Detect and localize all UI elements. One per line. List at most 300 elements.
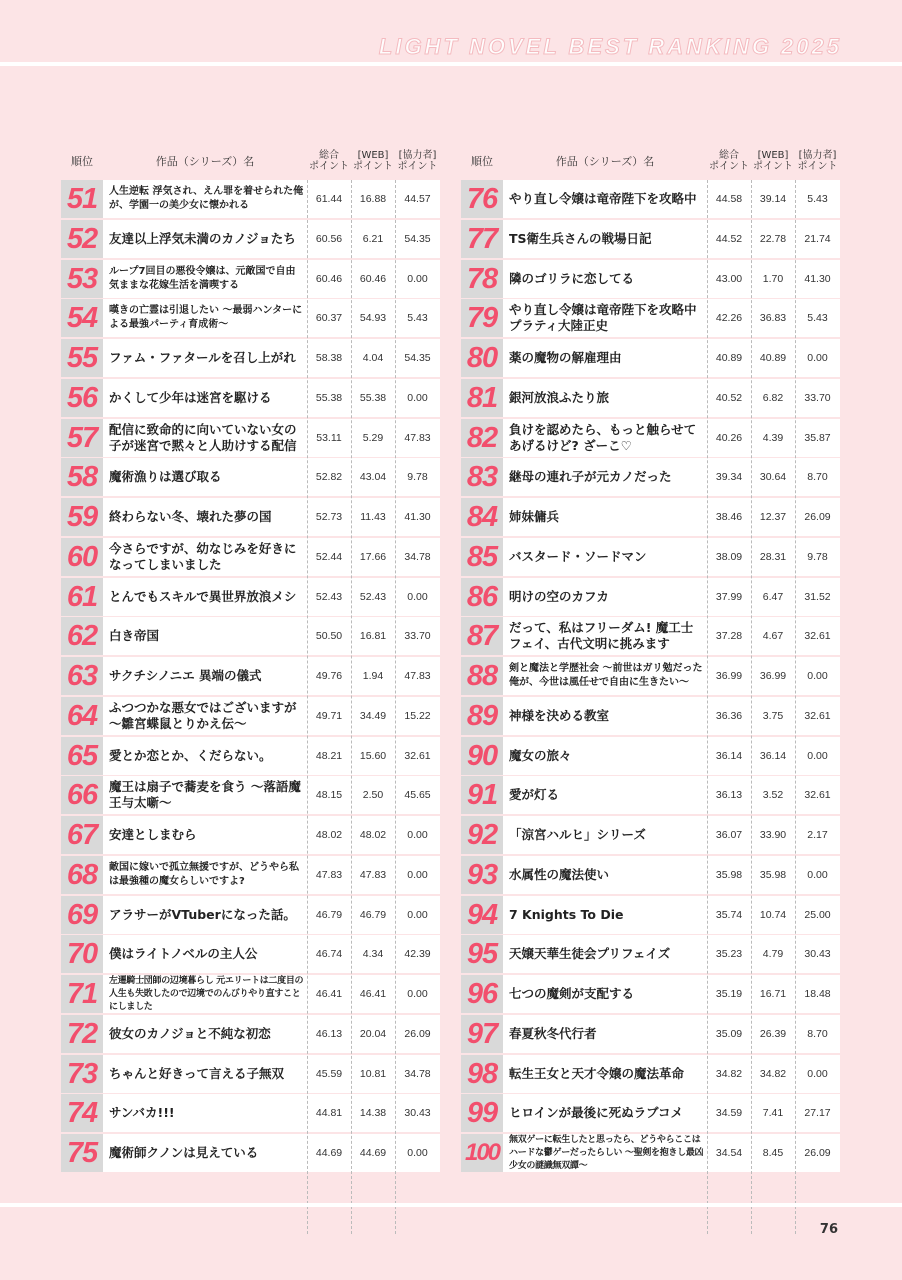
total-points: 46.13 [315,1027,343,1040]
rank-number: 95 [461,935,503,973]
header-coop-points: [協力者] ポイント [797,150,838,172]
work-title-text: やり直し令嬢は竜帝陛下を攻略中 [509,191,697,206]
rank-number: 59 [61,498,103,536]
total-points: 39.34 [715,471,743,484]
total-points: 52.44 [315,550,343,563]
web-points: 26.39 [759,1027,787,1040]
total-points: 38.09 [715,550,743,563]
table-row [461,1094,840,1132]
work-title [509,180,705,218]
work-title-text: 友達以上浮気未満のカノジョたち [109,230,296,246]
rank-number: 52 [61,220,103,258]
work-title [509,578,705,616]
work-title [509,856,705,894]
web-points: 48.02 [359,829,387,841]
web-points: 43.04 [359,471,387,484]
work-title [509,538,705,576]
header-title: 作品（シリーズ）名 [555,155,655,168]
work-title [509,419,705,457]
coop-points: 8.70 [807,471,828,484]
rank-number: 56 [61,379,103,417]
coop-points: 26.09 [804,1147,831,1159]
rank-number: 90 [461,737,503,775]
coop-points: 35.87 [804,431,831,444]
total-points: 52.82 [315,471,343,484]
rank-number: 69 [61,896,103,934]
table-row [61,1055,440,1093]
work-title [509,260,705,298]
work-title [509,617,705,655]
rank-number: 84 [461,498,503,536]
coop-points: 32.61 [804,709,831,722]
rank-number: 96 [461,975,503,1013]
rank-number: 64 [61,697,103,735]
total-points: 37.99 [715,590,743,603]
table-row [61,697,440,735]
total-points: 46.74 [315,948,343,961]
coop-points: 34.78 [404,550,431,563]
coop-points: 45.65 [404,789,431,802]
coop-points: 41.30 [804,272,831,285]
web-points: 8.45 [762,1147,784,1159]
table-row [461,578,840,616]
rank-number: 79 [461,299,503,337]
coop-points: 0.00 [807,352,828,364]
banner-title: LIGHT NOVEL BEST RANKING 2025 [378,34,842,59]
work-title-text: 負けを認めたら、もっと触らせてあげるけど? ざーこ♡ [509,421,697,453]
work-title-text: 七つの魔剣が支配する [509,986,635,1001]
work-title-text: 白き帝国 [109,628,160,644]
rank-number: 82 [461,419,503,457]
rank-number: 93 [461,856,503,894]
web-points: 14.38 [359,1107,387,1120]
work-title [509,975,705,1013]
web-points: 34.82 [759,1067,787,1080]
rank-number: 88 [461,657,503,695]
work-title [109,220,305,258]
total-points: 48.21 [315,749,343,762]
work-title-text: 水属性の魔法使い [509,866,610,882]
ranking-table-left [61,146,440,1174]
work-title [509,220,705,258]
rank-number: 68 [61,856,103,894]
column-divider [707,180,708,1234]
work-title [109,458,305,496]
rank-number: 51 [61,180,103,218]
work-title-text: 春夏秋冬代行者 [509,1025,597,1041]
work-title-text: サンバカ!!! [109,1105,175,1121]
total-points: 52.73 [315,511,343,523]
rank-number: 54 [61,299,103,337]
web-points: 22.78 [759,232,787,245]
table-row [61,1134,440,1172]
header-banner [0,0,902,64]
web-points: 52.43 [359,590,387,603]
work-title-text: 魔女の旅々 [509,747,572,763]
total-points: 44.58 [715,193,743,205]
coop-points: 0.00 [807,749,828,762]
web-points: 35.98 [759,868,787,881]
rank-number: 78 [461,260,503,298]
table-row [61,419,440,457]
rank-number: 60 [61,538,103,576]
work-title [109,180,305,218]
web-points: 2.50 [362,789,384,802]
table-row [61,538,440,576]
table-row [61,856,440,894]
table-row [61,578,440,616]
table-row [61,1094,440,1132]
rank-number: 77 [461,220,503,258]
work-title [109,776,305,814]
rank-number: 57 [61,419,103,457]
web-points: 10.81 [359,1067,387,1080]
rank-number: 76 [461,180,503,218]
total-points: 55.38 [315,391,343,404]
work-title-text: バスタード・ソードマン [509,548,647,564]
total-points: 42.26 [715,312,743,325]
work-title [109,657,305,695]
total-points: 34.54 [715,1147,743,1159]
footer-divider [0,1203,902,1207]
work-title-text: 天嬢天華生徒会プリフェイズ [509,946,671,962]
coop-points: 26.09 [404,1027,431,1040]
work-title-text: かくして少年は迷宮を駆ける [109,389,272,405]
table-row [61,1015,440,1053]
web-points: 4.04 [362,352,384,364]
coop-points: 34.78 [404,1067,431,1080]
coop-points: 41.30 [404,511,431,523]
table-row [461,498,840,536]
coop-points: 5.43 [807,312,828,325]
work-title-text: 魔術師クノンは見えている [109,1145,259,1160]
web-points: 6.21 [362,232,384,245]
header-web-points: [WEB] ポイント [353,150,393,172]
work-title-text: 嘆きの亡霊は引退したい ～最弱ハンターによる最強パーティ育成術～ [109,305,303,331]
coop-points: 0.00 [807,1067,828,1080]
coop-points: 0.00 [407,272,428,285]
rank-number: 86 [461,578,503,616]
table-row [61,458,440,496]
web-points: 11.43 [360,511,386,523]
rank-number: 53 [61,260,103,298]
table-row [461,1134,840,1172]
rank-number: 91 [461,776,503,814]
table-row [461,299,840,337]
web-points: 16.71 [759,988,787,1000]
table-row [61,657,440,695]
table-row [461,339,840,377]
coop-points: 30.43 [804,948,831,961]
total-points: 50.50 [315,630,343,643]
coop-points: 47.83 [404,431,431,444]
total-points: 48.02 [315,829,343,841]
total-points: 48.15 [315,789,343,802]
work-title-text: 明けの空のカフカ [509,588,609,604]
work-title-text: アラサーがVTuberになった話。 [109,906,296,922]
web-points: 28.31 [759,550,787,563]
work-title [109,856,305,894]
rank-number: 67 [61,816,103,854]
total-points: 52.43 [315,590,343,603]
column-divider [307,180,308,1234]
coop-points: 54.35 [404,352,431,364]
table-row [61,776,440,814]
table-row [61,816,440,854]
web-points: 39.14 [759,193,787,205]
table-row [461,816,840,854]
coop-points: 30.43 [404,1107,431,1120]
header-rank: 順位 [471,155,493,168]
rank-number: 63 [61,657,103,695]
coop-points: 32.61 [404,749,431,762]
column-divider [751,180,752,1234]
coop-points: 54.35 [404,232,431,245]
work-title-text: 神様を決める教室 [509,707,610,723]
rank-number: 85 [461,538,503,576]
work-title-text: 薬の魔物の解雇理由 [509,350,622,365]
table-row [61,220,440,258]
ranking-table-right [461,146,840,1174]
work-title [109,935,305,973]
work-title [109,975,305,1013]
table-row [61,379,440,417]
web-points: 6.47 [762,590,784,603]
coop-points: 33.70 [404,630,431,643]
web-points: 16.88 [359,193,387,205]
coop-points: 27.17 [804,1107,831,1120]
work-title [109,538,305,576]
work-title-text: 「涼宮ハルヒ」シリーズ [509,827,646,842]
total-points: 34.82 [715,1067,743,1080]
rank-number: 99 [461,1094,503,1132]
table-header [61,146,440,180]
work-title-text: 左遷騎士団師の辺境暮らし 元エリートは二度目の人生も失敗したので辺境でのんびりやり直すことにしました [109,975,304,1012]
rank-number: 65 [61,737,103,775]
work-title [509,339,705,377]
coop-points: 0.00 [807,670,828,682]
rank-number: 94 [461,896,503,934]
table-row [461,935,840,973]
work-title-text: 魔術漁りは選び取る [109,469,222,485]
coop-points: 0.00 [407,829,428,841]
table-row [461,617,840,655]
coop-points: 25.00 [804,908,831,921]
header-coop-points: [協力者] ポイント [397,150,438,172]
total-points: 49.76 [315,670,343,682]
rank-number: 100 [461,1134,503,1172]
web-points: 15.60 [359,749,387,762]
work-title-text: 配信に致命的に向いていない女の子が迷宮で黙々と人助けする配信 [109,421,297,453]
coop-points: 0.00 [407,1147,428,1159]
work-title-text: ファム・ファタールを召し上がれ [109,350,296,365]
work-title-text: 銀河放浪ふたり旅 [509,389,610,405]
rank-number: 70 [61,935,103,973]
work-title-text: 彼女のカノジョと不純な初恋 [109,1025,271,1041]
work-title [509,379,705,417]
web-points: 36.83 [759,312,787,325]
total-points: 34.59 [715,1107,743,1120]
work-title [509,935,705,973]
coop-points: 26.09 [804,511,831,523]
table-row [461,1055,840,1093]
total-points: 44.52 [715,232,743,245]
web-points: 36.14 [759,749,787,762]
banner-divider [0,62,902,66]
column-divider [351,180,352,1234]
total-points: 35.74 [715,908,743,921]
footer-band [0,1203,902,1280]
rank-number: 72 [61,1015,103,1053]
table-row [461,697,840,735]
web-points: 36.99 [759,670,787,682]
web-points: 34.49 [359,709,387,722]
work-title [109,896,305,934]
web-points: 6.82 [762,391,784,404]
rank-number: 75 [61,1134,103,1172]
rank-number: 73 [61,1055,103,1093]
work-title [109,737,305,775]
web-points: 4.67 [762,630,784,643]
table-row [461,776,840,814]
work-title [109,419,305,457]
total-points: 36.13 [715,789,743,802]
work-title-text: ループ7回目の悪役令嬢は、元敵国で自由気ままな花嫁生活を満喫する [109,265,296,291]
total-points: 36.07 [715,829,743,841]
total-points: 46.79 [315,908,343,921]
table-row [461,180,840,218]
work-title-text: TS衛生兵さんの戦場日記 [509,230,652,246]
work-title [509,657,705,695]
coop-points: 8.70 [807,1027,828,1040]
coop-points: 32.61 [804,630,831,643]
work-title-text: 人生逆転 浮気され、えん罪を着せられた俺が、学園一の美少女に懐かれる [109,186,304,211]
work-title [109,260,305,298]
work-title [509,299,705,337]
rank-number: 66 [61,776,103,814]
rank-number: 61 [61,578,103,616]
table-row [61,935,440,973]
coop-points: 44.57 [404,193,431,205]
work-title [509,498,705,536]
web-points: 16.81 [359,630,387,643]
table-row [461,856,840,894]
work-title-text: 敵国に嫁いで孤立無援ですが、どうやら私は最強種の魔女らしいですよ? [109,861,299,887]
total-points: 37.28 [715,630,743,643]
coop-points: 33.70 [804,391,831,404]
table-row [461,458,840,496]
work-title [109,1134,305,1172]
table-row [61,339,440,377]
total-points: 35.98 [715,868,743,881]
rank-number: 92 [461,816,503,854]
work-title [109,1015,305,1053]
web-points: 3.75 [762,709,784,722]
table-row [61,737,440,775]
work-title [109,379,305,417]
web-points: 17.66 [359,550,387,563]
coop-points: 31.52 [804,590,831,603]
coop-points: 0.00 [407,988,428,1000]
table-row [461,419,840,457]
work-title-text: やり直し令嬢は竜帝陛下を攻略中 プラティ大陸正史 [509,302,697,334]
web-points: 4.79 [762,948,784,961]
table-row [61,299,440,337]
total-points: 40.52 [715,391,743,404]
work-title-text: 愛とか恋とか、くだらない。 [109,747,272,763]
web-points: 46.79 [359,908,387,921]
work-title [509,697,705,735]
work-title [509,737,705,775]
work-title-text: ヒロインが最後に死ぬラブコメ [509,1105,684,1121]
coop-points: 0.00 [407,868,428,881]
total-points: 47.83 [315,868,343,881]
total-points: 58.38 [315,352,343,364]
web-points: 40.89 [759,352,787,364]
coop-points: 0.00 [407,391,428,404]
rank-number: 97 [461,1015,503,1053]
total-points: 35.19 [715,988,743,1000]
table-row [461,896,840,934]
work-title-text: 無双ゲーに転生したと思ったら、どうやらここはハードな鬱ゲーだったらしい ～聖剣を抱きし最凶少女の謎識無双譚～ [509,1134,704,1171]
coop-points: 9.78 [407,471,428,484]
total-points: 60.37 [315,312,343,325]
work-title [509,776,705,814]
table-row [61,498,440,536]
table-row [461,737,840,775]
total-points: 36.99 [715,670,743,682]
coop-points: 42.39 [404,948,431,961]
web-points: 54.93 [359,312,387,325]
total-points: 43.00 [715,272,743,285]
header-total-points: 総合 ポイント [309,150,349,172]
work-title [109,299,305,337]
work-title [109,816,305,854]
web-points: 30.64 [759,471,787,484]
rank-number: 62 [61,617,103,655]
coop-points: 5.43 [407,312,428,325]
web-points: 5.29 [362,431,384,444]
rank-number: 89 [461,697,503,735]
table-row [461,260,840,298]
web-points: 4.39 [762,431,784,444]
coop-points: 32.61 [804,789,831,802]
web-points: 55.38 [359,391,387,404]
total-points: 53.11 [316,431,342,444]
total-points: 40.26 [715,431,743,444]
table-row [61,975,440,1013]
table-body [461,180,840,1172]
column-divider [395,180,396,1234]
coop-points: 5.43 [807,193,828,205]
work-title [509,1015,705,1053]
total-points: 46.41 [315,988,343,1000]
table-row [61,260,440,298]
total-points: 36.36 [715,709,743,722]
coop-points: 47.83 [404,670,431,682]
work-title [109,1094,305,1132]
web-points: 60.46 [359,272,387,285]
work-title [109,339,305,377]
table-row [461,379,840,417]
total-points: 45.59 [315,1067,343,1080]
total-points: 60.56 [315,232,343,245]
rank-number: 80 [461,339,503,377]
work-title-text: 終わらない冬、壊れた夢の国 [109,509,272,524]
work-title-text: ふつつかな悪女ではございますが ～雛宮蝶鼠とりかえ伝～ [109,699,297,731]
work-title [509,458,705,496]
total-points: 60.46 [315,272,343,285]
